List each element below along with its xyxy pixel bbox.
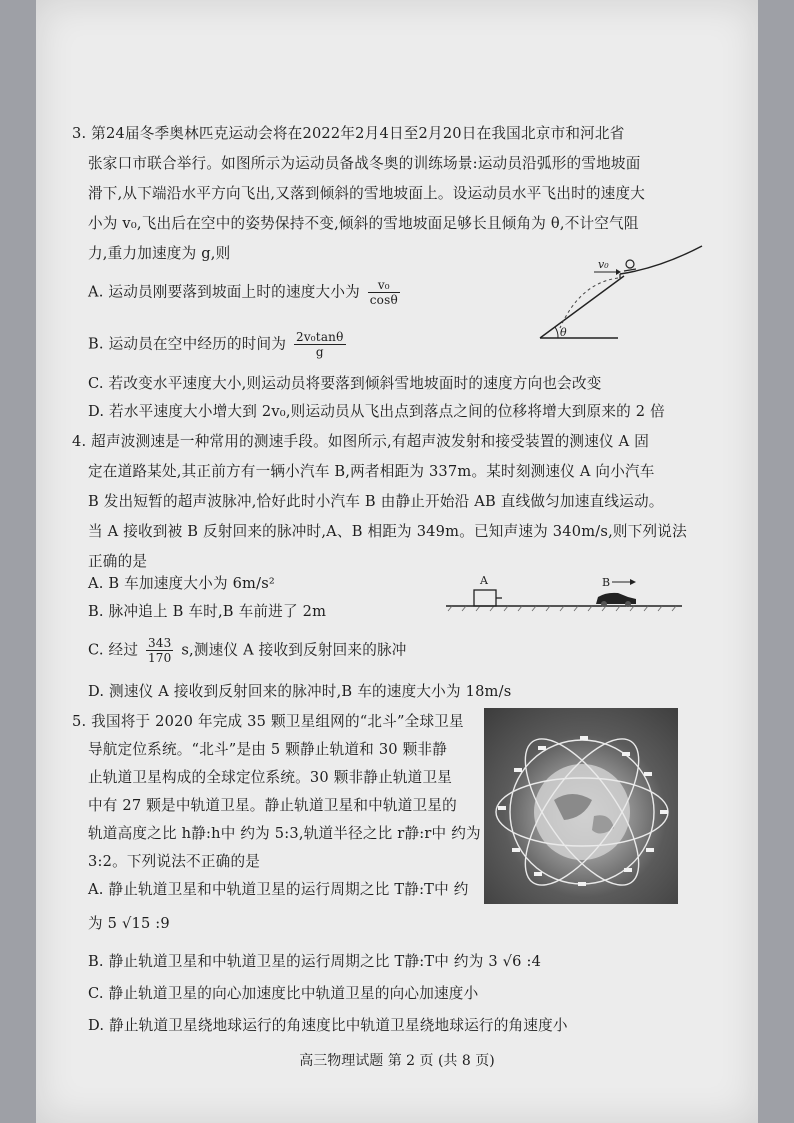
q4-line-4: 当 A 接收到被 B 反射回来的脉冲时,A、B 相距为 349m。已知声速为 340m/s,则下列说法 xyxy=(88,523,687,540)
fig-label-b: B xyxy=(602,576,611,589)
q5-option-d: D. 静止轨道卫星绕地球运行的角速度比中轨道卫星绕地球运行的角速度小 xyxy=(88,1017,568,1034)
fig-v0-label: v₀ xyxy=(598,258,609,271)
q3-line-1: 3. 第24届冬季奥林匹克运动会将在2022年2月4日至2月20日在我国北京市和河北省 xyxy=(72,125,625,142)
car-direction-arrowhead xyxy=(630,579,636,585)
car-b-wheel-rear xyxy=(625,601,631,607)
q4-line-1: 4. 超声波测速是一种常用的测速手段。如图所示,有超声波发射和接受装置的测速仪 A 固 xyxy=(72,433,649,450)
q4-option-c-numerator: 343 xyxy=(147,636,172,650)
fig-label-a: A xyxy=(480,574,488,587)
q3-option-a-numerator: v₀ xyxy=(368,278,400,293)
q3-line-4: 小为 v₀,飞出后在空中的姿势保持不变,倾斜的雪地坡面足够长且倾角为 θ,不计空气阻 xyxy=(88,215,639,232)
skier-icon xyxy=(626,260,634,268)
beidou-satellite-photo xyxy=(484,708,678,904)
q3-option-b-denominator: g xyxy=(315,345,324,359)
q5-option-a-line-2: 为 5 √15 :9 xyxy=(88,915,170,932)
q4-option-b: B. 脉冲追上 B 车时,B 车前进了 2m xyxy=(88,603,327,620)
q3-option-b-text: B. 运动员在空中经历的时间为 xyxy=(88,335,287,353)
q5-option-b: B. 静止轨道卫星和中轨道卫星的运行周期之比 T静:T中 约为 3 √6 :4 xyxy=(88,953,542,970)
q3-option-b xyxy=(88,330,349,359)
q3-option-a xyxy=(88,278,403,307)
q3-line-3: 滑下,从下端沿水平方向飞出,又落到倾斜的雪地坡面上。设运动员水平飞出时的速度大 xyxy=(88,185,646,202)
q4-option-c-prefix: C. 经过 xyxy=(88,641,139,659)
q4-line-5: 正确的是 xyxy=(88,553,148,570)
q4-line-3: B 发出短暂的超声波脉冲,恰好此时小汽车 B 由静止开始沿 AB 直线做匀加速直线运动。 xyxy=(88,493,664,510)
q3-line-5: 力,重力加速度为 g,则 xyxy=(88,245,231,262)
q4-line-2: 定在道路某处,其正前方有一辆小汽车 B,两者相距为 337m。某时刻测速仪 A 向小汽车 xyxy=(88,463,655,480)
q5-line-2: 导航定位系统。“北斗”是由 5 颗静止轨道和 30 颗非静 xyxy=(88,741,448,758)
q4-option-a: A. B 车加速度大小为 6m/s² xyxy=(88,575,275,592)
road-hatching xyxy=(448,606,676,611)
car-b-wheel-front xyxy=(601,601,607,607)
page-footer: 高三物理试题 第 2 页 (共 8 页) xyxy=(299,1053,495,1069)
q5-line-5: 轨道高度之比 h静:h中 约为 5:3,轨道半径之比 r静:r中 约为 xyxy=(88,825,481,842)
q3-option-a-fraction xyxy=(368,278,400,307)
q4-option-d: D. 测速仪 A 接收到反射回来的脉冲时,B 车的速度大小为 18m/s xyxy=(88,683,512,700)
q3-option-a-denominator: cosθ xyxy=(369,293,398,307)
q4-option-c xyxy=(88,636,407,665)
inclined-slope xyxy=(540,276,624,338)
q3-option-a-text: A. 运动员刚要落到坡面上时的速度大小为 xyxy=(88,283,360,301)
q5-option-a-line-1: A. 静止轨道卫星和中轨道卫星的运行周期之比 T静:T中 约 xyxy=(88,881,469,898)
ski-slope-figure xyxy=(520,238,710,348)
device-a-icon xyxy=(474,590,496,606)
q5-line-1: 5. 我国将于 2020 年完成 35 颗卫星组网的“北斗”全球卫星 xyxy=(72,713,464,730)
satellite-orbits-illustration xyxy=(484,708,678,904)
q3-line-2: 张家口市联合举行。如图所示为运动员备战冬奥的训练场景:运动员沿弧形的雪地坡面 xyxy=(88,155,641,172)
speed-measure-figure xyxy=(446,570,686,612)
q5-line-3: 止轨道卫星构成的全球定位系统。30 颗非静止轨道卫星 xyxy=(88,769,453,786)
q4-option-c-suffix: s,测速仪 A 接收到反射回来的脉冲 xyxy=(181,641,407,659)
flight-trajectory xyxy=(560,278,618,328)
q3-option-b-fraction xyxy=(294,330,346,359)
q4-option-c-fraction xyxy=(146,636,174,665)
q3-option-b-numerator: 2v₀tanθ xyxy=(295,330,344,344)
q5-line-4: 中有 27 颗是中轨道卫星。静止轨道卫星和中轨道卫星的 xyxy=(88,797,457,814)
q5-line-6: 3:2。下列说法不正确的是 xyxy=(88,853,261,870)
fig-theta-label: θ xyxy=(560,326,567,339)
q5-option-c: C. 静止轨道卫星的向心加速度比中轨道卫星的向心加速度小 xyxy=(88,985,479,1002)
q3-option-d: D. 若水平速度大小增大到 2v₀,则运动员从飞出点到落点之间的位移将增大到原来的 2 倍 xyxy=(88,403,665,420)
angle-arc xyxy=(555,327,558,338)
q3-option-c: C. 若改变水平速度大小,则运动员将要落到倾斜雪地坡面时的速度方向也会改变 xyxy=(88,375,602,392)
q4-option-c-denominator: 170 xyxy=(147,651,172,665)
